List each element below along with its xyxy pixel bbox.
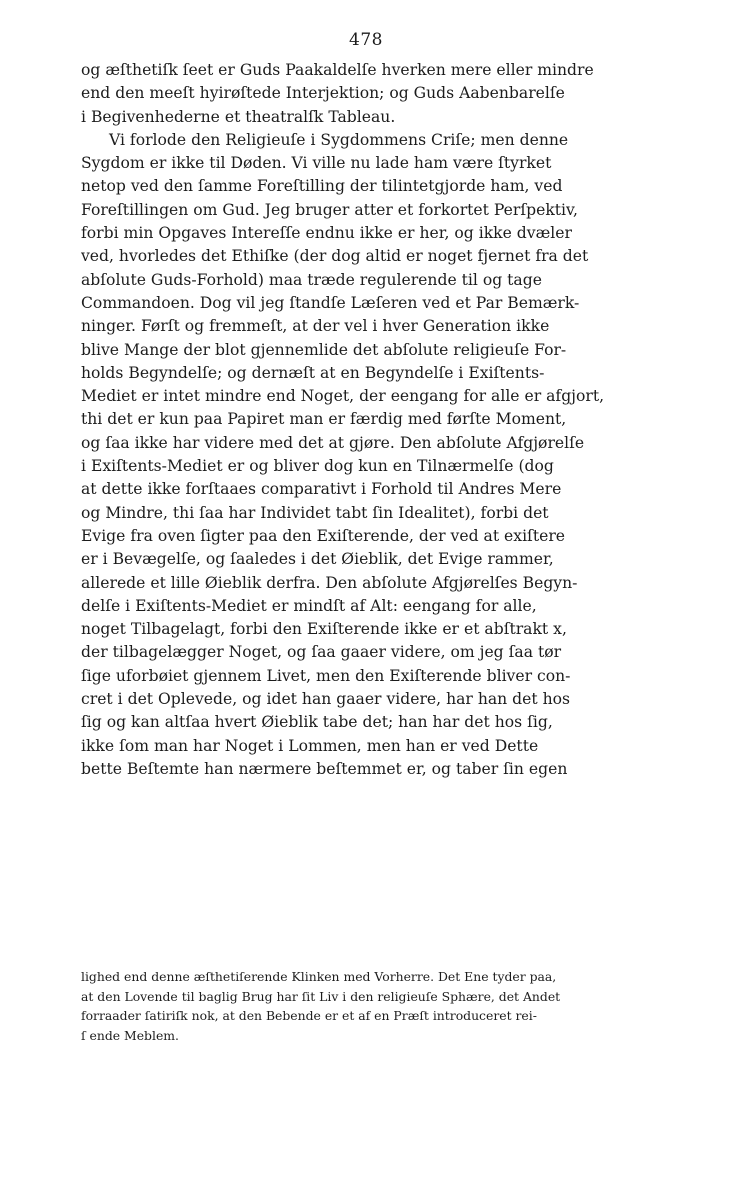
text-line: og Mindre, thi ſaa har Individet tabt ſin Idealitet), forbi det — [81, 503, 549, 522]
text-line: og ſaa ikke har videre med det at gjøre. Den abſolute Afgjørelſe — [81, 433, 585, 452]
text-line: end den meeſt hyirøſtede Interjektion; og Guds Aabenbarelſe — [81, 84, 565, 103]
footnote-line: lighed end denne æſthetiſerende Klinken med Vorherre. Det Ene tyder paa, — [81, 969, 557, 984]
page-number: 478 — [349, 30, 383, 50]
text-line: bette Beſtemte han nærmere beſtemmet er, og taber ſin egen — [81, 759, 568, 778]
text-line: blive Mange der blot gjennemlide det abſolute religieuſe For- — [81, 340, 567, 359]
text-line: ſige uforbøiet gjennem Livet, men den Exiſterende bliver con- — [81, 666, 571, 685]
text-line: Commandoen. Dog vil jeg ſtandſe Læſeren ved et Par Bemærk- — [81, 293, 580, 312]
text-line: Sygdom er ikke til Døden. Vi ville nu lade ham være ſtyrket — [81, 154, 552, 173]
text-line: i Begivenhederne et theatralſk Tableau. — [81, 107, 396, 126]
text-line: at dette ikke forſtaaes comparativt i Forhold til Andres Mere — [81, 480, 562, 499]
footnote-line: at den Lovende til baglig Brug har ſit Liv i den religieuſe Sphære, det Andet — [81, 988, 561, 1004]
text-line: er i Bevægelſe, og ſaaledes i det Øieblik, det Evige rammer, — [81, 550, 554, 569]
text-line: Vi forlode den Religieuſe i Sygdommens Criſe; men denne — [109, 130, 569, 149]
text-line: ved, hvorledes det Ethiſke (der dog altid er noget fjernet fra det — [81, 247, 589, 266]
text-line: ninger. Førſt og fremmeſt, at der vel i hver Generation ikke — [81, 317, 550, 336]
text-line: abſolute Guds-Forhold) maa træde regulerende til og tage — [81, 270, 542, 289]
body-text — [81, 59, 683, 781]
text-line: cret i det Oplevede, og idet han gaaer videre, har han det hos — [81, 690, 571, 709]
text-line: der tilbagelægger Noget, og ſaa gaaer videre, om jeg ſaa tør — [81, 643, 562, 662]
text-line: Evige fra oven ſigter paa den Exiſterende, der ved at exiſtere — [81, 526, 566, 545]
text-line: ſig og kan altſaa hvert Øieblik tabe det; han har det hos ſig, — [81, 713, 553, 732]
text-line: og æſthetiſk ſeet er Guds Paakaldelſe hverken mere eller mindre — [81, 61, 594, 79]
text-line: forbi min Opgaves Intereſſe endnu ikke er her, og ikke dvæler — [81, 224, 572, 243]
text-line: thi det er kun paa Papiret man er færdig med førſte Moment, — [81, 410, 567, 429]
text-line: netop ved den ſamme Foreſtilling der tilintetgjorde ham, ved — [81, 177, 563, 196]
text-line: i Exiſtents-Mediet er og bliver dog kun en Tilnærmelſe (dog — [81, 457, 554, 476]
footnote-line: ſ ende Meblem. — [81, 1027, 179, 1043]
text-line: noget Tilbagelagt, forbi den Exiſterende ikke er et abſtrakt x, — [81, 620, 567, 639]
text-line: Foreſtillingen om Gud. Jeg bruger atter et forkortet Perſpektiv, — [81, 200, 578, 219]
text-line: allerede et lille Øieblik derfra. Den abſolute Afgjørelſes Begyn- — [81, 573, 578, 592]
text-line: delſe i Exiſtents-Mediet er mindſt af Alt: eengang for alle, — [81, 596, 537, 615]
footnote-line: forraader ſatiriſk nok, at den Bebende er et af en Præſt introduceret rei- — [81, 1008, 537, 1023]
text-line: Mediet er intet mindre end Noget, der eengang for alle er afgjort, — [81, 387, 605, 406]
text-line: ikke ſom man har Noget i Lommen, men han er ved Dette — [81, 736, 539, 755]
text-line: holds Begyndelſe; og dernæſt at en Begyndelſe i Exiſtents- — [81, 363, 545, 382]
footnotes — [81, 967, 683, 1045]
